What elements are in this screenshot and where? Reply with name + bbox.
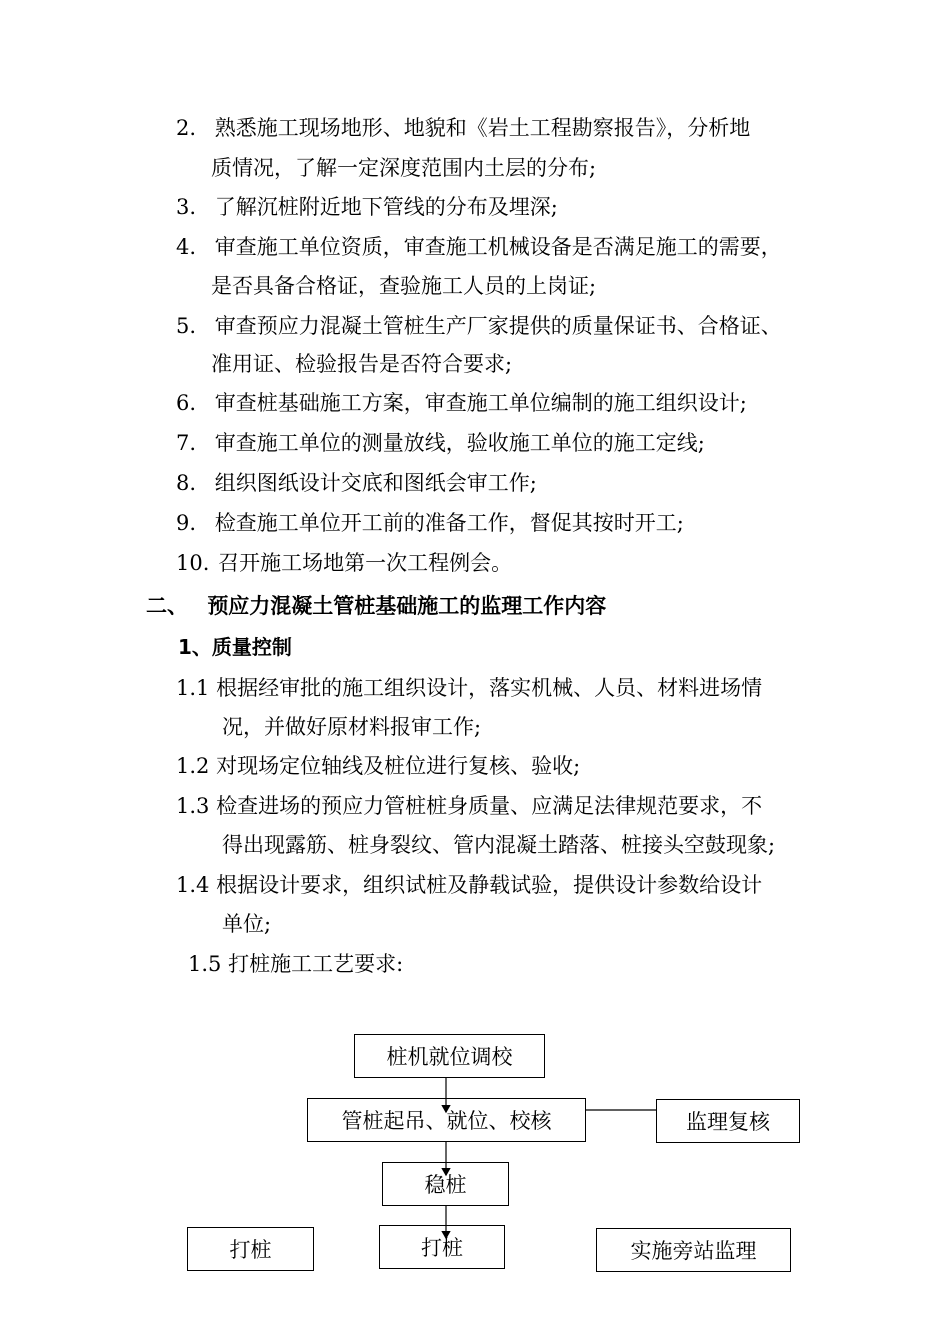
list-item-2-cont — [211, 155, 596, 181]
flow-step-label: 监理复核 — [686, 1110, 770, 1134]
flow-step-pipe-pile-lifting — [307, 1098, 586, 1142]
flow-side-pile-driving — [187, 1227, 314, 1271]
flow-step-label: 稳桩 — [424, 1173, 467, 1197]
flow-step-pile-driving — [379, 1225, 505, 1269]
item-1-4-cont — [222, 911, 271, 937]
item-text: 况，并做好原材料报审工作; — [222, 715, 482, 739]
list-text: 熟悉施工现场地形、地貌和《岩土工程勘察报告》，分析地 — [214, 116, 751, 140]
section-number: 二、 — [146, 594, 188, 618]
item-text: 检查进场的预应力管桩桩身质量、应满足法律规范要求，不 — [216, 794, 763, 818]
subsection-heading — [178, 634, 292, 660]
item-1-5 — [188, 951, 403, 977]
list-text: 组织图纸设计交底和图纸会审工作; — [214, 471, 537, 495]
flow-side-onsite-supervision — [596, 1228, 791, 1272]
list-text: 了解沉桩附近地下管线的分布及埋深; — [214, 195, 558, 219]
item-number: 1.5 — [188, 952, 222, 976]
item-number: 1.3 — [176, 794, 210, 818]
item-text: 单位; — [222, 912, 272, 936]
list-text: 是否具备合格证，查验施工人员的上岗证; — [211, 274, 597, 298]
subsection-title: 1、质量控制 — [178, 635, 292, 659]
item-1-4 — [176, 872, 762, 898]
list-item-9 — [176, 510, 684, 536]
list-text: 质情况，了解一定深度范围内土层的分布; — [211, 156, 597, 180]
flow-step-label: 管桩起吊、就位、校核 — [341, 1109, 552, 1133]
item-text: 根据经审批的施工组织设计，落实机械、人员、材料进场情 — [216, 676, 763, 700]
item-1-2 — [176, 753, 580, 779]
list-text: 召开施工场地第一次工程例会。 — [218, 551, 513, 575]
item-text: 得出现露筋、桩身裂纹、管内混凝土踏落、桩接头空鼓现象; — [222, 833, 776, 857]
list-item-7 — [176, 430, 705, 456]
list-text: 检查施工单位开工前的准备工作，督促其按时开工; — [214, 511, 684, 535]
list-number: 4. — [176, 235, 197, 259]
item-1-3 — [176, 793, 762, 819]
list-item-6 — [176, 390, 747, 416]
list-number: 9. — [176, 511, 197, 535]
flow-step-label: 打桩 — [421, 1236, 463, 1260]
list-item-5-cont — [211, 351, 512, 377]
item-text: 打桩施工工艺要求: — [228, 952, 404, 976]
item-number: 1.1 — [176, 676, 210, 700]
flow-step-stabilize-pile — [382, 1162, 509, 1206]
list-number: 7. — [176, 431, 197, 455]
list-text: 审查施工单位的测量放线，验收施工单位的施工定线; — [214, 431, 705, 455]
list-item-5 — [176, 313, 782, 339]
list-number: 6. — [176, 391, 197, 415]
list-number: 3. — [176, 195, 197, 219]
flow-step-pile-machine-positioning — [354, 1034, 545, 1078]
list-item-4-cont — [211, 273, 596, 299]
list-item-2 — [176, 115, 750, 141]
item-number: 1.4 — [176, 873, 210, 897]
list-item-4 — [176, 234, 782, 260]
list-text: 审查预应力混凝土管桩生产厂家提供的质量保证书、合格证、 — [214, 314, 782, 338]
section-heading — [146, 593, 606, 619]
flow-step-supervision-check — [656, 1099, 800, 1143]
list-number: 2. — [176, 116, 197, 140]
item-1-1-cont — [222, 714, 481, 740]
item-1-3-cont — [222, 832, 775, 858]
list-item-8 — [176, 470, 537, 496]
list-number: 10. — [176, 551, 210, 575]
item-text: 对现场定位轴线及桩位进行复核、验收; — [216, 754, 581, 778]
item-number: 1.2 — [176, 754, 210, 778]
flow-step-label: 桩机就位调校 — [386, 1045, 513, 1069]
list-number: 8. — [176, 471, 197, 495]
list-text: 审查施工单位资质，审查施工机械设备是否满足施工的需要， — [214, 235, 782, 259]
item-text: 根据设计要求，组织试桩及静载试验，提供设计参数给设计 — [216, 873, 763, 897]
flow-step-label: 打桩 — [229, 1238, 272, 1262]
section-title: 预应力混凝土管桩基础施工的监理工作内容 — [207, 594, 607, 618]
list-text: 审查桩基础施工方案，审查施工单位编制的施工组织设计; — [214, 391, 747, 415]
item-1-1 — [176, 675, 762, 701]
flow-step-label: 实施旁站监理 — [630, 1239, 757, 1263]
list-item-3 — [176, 194, 558, 220]
list-number: 5. — [176, 314, 197, 338]
list-item-10 — [176, 550, 512, 576]
list-text: 准用证、检验报告是否符合要求; — [211, 352, 513, 376]
